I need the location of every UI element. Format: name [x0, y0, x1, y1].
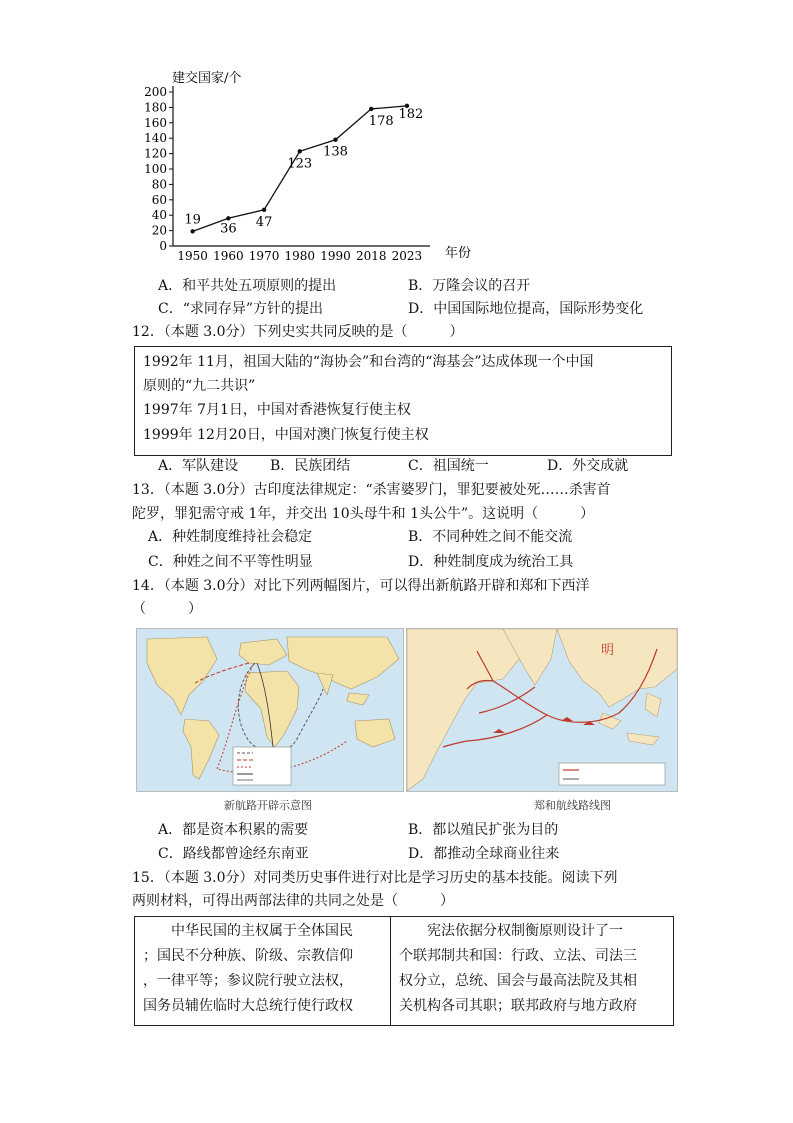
x-tick-label: 2018 [355, 249, 387, 263]
q15-right-line-3: 权分立，总统、国会与最高法院及其相 [399, 973, 637, 989]
q11-option-b[interactable]: B．万隆会议的召开 [408, 278, 531, 294]
q14-option-b[interactable]: B．都以殖民扩张为目的 [408, 822, 559, 838]
y-tick-label: 20 [151, 223, 167, 238]
q15-left-line-3: ，一律平等；参议院行驶立法权， [143, 973, 353, 989]
y-tick-label: 60 [151, 192, 167, 207]
q15-left-line-4: 国务员辅佐临时大总统行使行政权 [143, 998, 353, 1014]
q12-material-box [134, 346, 672, 456]
q13-option-b[interactable]: B．不同种姓之间不能交流 [408, 529, 573, 545]
data-label: 123 [287, 156, 313, 172]
y-tick-label: 200 [144, 85, 167, 99]
y-tick-label: 140 [144, 131, 167, 146]
data-point [262, 208, 266, 212]
y-tick-label: 180 [144, 100, 167, 115]
x-tick-label: 1970 [248, 249, 280, 263]
x-tick-label: 1960 [213, 249, 244, 263]
x-tick-label: 1950 [177, 249, 208, 263]
q12-box-line-3: 1997年 7月1日，中国对香港恢复行使主权 [143, 402, 411, 418]
q15-right-line-2: 个联邦制共和国：行政、立法、司法三 [399, 948, 637, 964]
series-points [184, 104, 423, 237]
ming-label: 明 [601, 643, 615, 658]
caption-new-sea-routes: 新航路开辟示意图 [224, 799, 312, 812]
q11-option-c[interactable]: C．“求同存异”方针的提出 [158, 301, 324, 317]
q15-stem-line-1: 15．（本题 3.0分）对同类历史事件进行对比是学习历史的基本技能。阅读下列 [132, 870, 618, 886]
y-ticks [144, 85, 173, 253]
q15-left-line-1: 中华民国的主权属于全体国民 [143, 923, 353, 939]
data-point [226, 216, 230, 220]
caption-zheng-he: 郑和航线路线图 [534, 799, 611, 812]
x-ticks [177, 249, 422, 263]
y-tick-label: 160 [144, 115, 167, 130]
q12-box-line-1: 1992年 11月，祖国大陆的“海协会”和台湾的“海基会”达成体现一个中国 [143, 354, 594, 370]
x-tick-label: 2023 [391, 249, 423, 263]
q13-stem-line-1: 13．（本题 3.0分）古印度法律规定：“杀害婆罗门，罪犯要被处死……杀害首 [132, 482, 611, 498]
data-label: 19 [184, 212, 201, 228]
data-label: 178 [368, 113, 394, 129]
data-point [333, 138, 337, 142]
data-label: 182 [398, 106, 424, 122]
q13-stem-line-2: 陀罗，罪犯需守戒 1年，并交出 10头母牛和 1头公牛”。这说明（ ） [132, 506, 595, 522]
y-tick-label: 100 [144, 162, 167, 176]
data-label: 138 [323, 144, 348, 160]
q13-option-d[interactable]: D．种姓制度成为统治工具 [408, 554, 574, 570]
q15-table-divider [390, 917, 391, 1025]
chart-xlabel: 年份 [445, 246, 472, 261]
q15-left-line-2: ；国民不分种族、阶级、宗教信仰 [143, 948, 353, 964]
q12-option-a[interactable]: A．军队建设 [158, 458, 239, 474]
q11-option-a[interactable]: A．和平共处五项原则的提出 [158, 278, 337, 294]
q14-option-a[interactable]: A．都是资本积累的需要 [158, 822, 309, 838]
q12-stem: 12．（本题 3.0分）下列史实共同反映的是（ ） [132, 324, 464, 340]
q15-right-line-1: 宪法依据分权制衡原则设计了一 [399, 923, 623, 939]
q14-stem-line-2: （ ） [132, 601, 202, 617]
q12-option-c[interactable]: C．祖国统一 [408, 458, 489, 474]
y-tick-label: 120 [144, 146, 167, 161]
data-label: 47 [255, 214, 273, 230]
q15-material-table [134, 916, 674, 1026]
q15-right-line-4: 关机构各司其职；联邦政府与地方政府 [399, 998, 637, 1014]
y-tick-label: 0 [159, 239, 167, 253]
data-point [369, 107, 373, 111]
new-sea-routes-map [136, 628, 404, 792]
y-tick-label: 40 [151, 208, 167, 223]
q12-option-d[interactable]: D．外交成就 [547, 458, 629, 474]
diplomatic-relations-chart [130, 68, 490, 268]
q13-option-c[interactable]: C．种姓之间不平等性明显 [148, 554, 313, 570]
data-label: 36 [220, 221, 237, 237]
q13-option-a[interactable]: A．种姓制度维持社会稳定 [148, 529, 313, 545]
q12-box-line-2: 原则的“九二共识” [143, 378, 256, 394]
x-tick-label: 1980 [284, 249, 316, 263]
q15-stem-line-2: 两则材料，可得出两部法律的共同之处是（ ） [132, 893, 454, 909]
x-tick-label: 1990 [320, 249, 351, 263]
data-point [190, 229, 194, 233]
y-tick-label: 80 [151, 177, 167, 192]
q12-box-line-4: 1999年 12月20日，中国对澳门恢复行使主权 [143, 427, 429, 443]
data-point [298, 149, 302, 153]
q14-option-c[interactable]: C．路线都曾途经东南亚 [158, 846, 309, 862]
q14-option-d[interactable]: D．都推动全球商业往来 [408, 846, 560, 862]
zheng-he-route-map [406, 628, 678, 792]
q12-option-b[interactable]: B．民族团结 [270, 458, 351, 474]
q14-stem-line-1: 14．（本题 3.0分）对比下列两幅图片，可以得出新航路开辟和郑和下西洋 [132, 578, 590, 594]
q11-option-d[interactable]: D．中国国际地位提高，国际形势变化 [408, 301, 644, 317]
chart-ylabel: 建交国家/个 [172, 71, 242, 86]
